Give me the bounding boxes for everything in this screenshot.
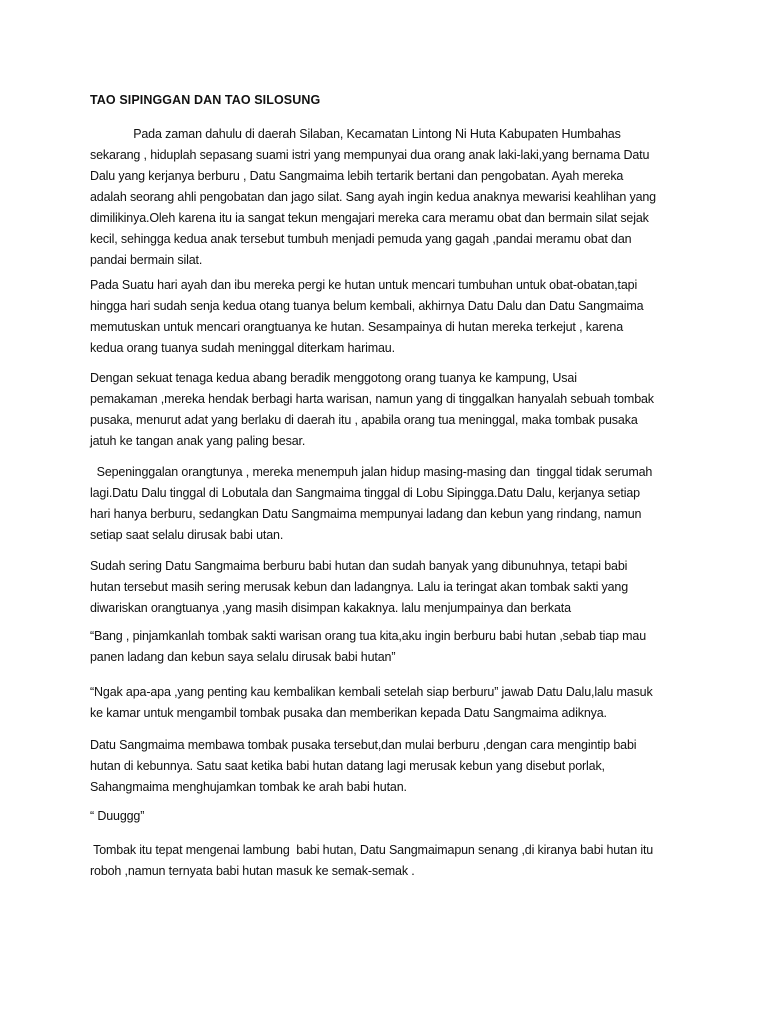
paragraph-line: Dengan sekuat tenaga kedua abang beradik menggotong orang tuanya ke kampung, Usai (90, 371, 577, 385)
paragraph-line: Sepeninggalan orangtunya , mereka menempuh jalan hidup masing-masing dan tinggal tidak serumah (90, 465, 653, 479)
paragraph-line: ke kamar untuk mengambil tombak pusaka dan memberikan kepada Datu Sangmaima adiknya. (90, 706, 607, 720)
paragraph-line: Sahangmaima menghujamkan tombak ke arah babi hutan. (90, 780, 407, 794)
paragraph-10 (90, 840, 690, 882)
paragraph-8 (90, 735, 690, 798)
paragraph-line: lagi.Datu Dalu tinggal di Lobutala dan Sangmaima tinggal di Lobu Sipingga.Datu Dalu, kerjanya setiap (90, 486, 640, 500)
paragraph-3 (90, 368, 690, 452)
paragraph-line: “Ngak apa-apa ,yang penting kau kembalikan kembali setelah siap berburu” jawab Datu Dalu,lalu masuk (90, 685, 653, 699)
paragraph-5 (90, 556, 690, 619)
paragraph-9 (90, 806, 690, 827)
paragraph-7 (90, 682, 690, 724)
paragraph-line: Pada zaman dahulu di daerah Silaban, Kecamatan Lintong Ni Huta Kabupaten Humbahas (90, 127, 621, 141)
paragraph-line: kedua orang tuanya sudah meninggal diterkam harimau. (90, 341, 395, 355)
paragraph-line: kecil, sehingga kedua anak tersebut tumbuh menjadi pemuda yang gagah ,pandai meramu obat dan (90, 232, 632, 246)
paragraph-line: diwariskan orangtuanya ,yang masih disimpan kakaknya. lalu menjumpainya dan berkata (90, 601, 571, 615)
paragraph-line: Sudah sering Datu Sangmaima berburu babi hutan dan sudah banyak yang dibunuhnya, tetapi babi (90, 559, 628, 573)
paragraph-line: memutuskan untuk mencari orangtuanya ke hutan. Sesampainya di hutan mereka terkejut , karena (90, 320, 624, 334)
paragraph-4 (90, 462, 690, 546)
paragraph-line: Pada Suatu hari ayah dan ibu mereka pergi ke hutan untuk mencari tumbuhan untuk obat-obatan,tapi (90, 278, 638, 292)
paragraph-line: hingga hari sudah senja kedua otang tuanya belum kembali, akhirnya Datu Dalu dan Datu Sangmaima (90, 299, 644, 313)
paragraph-line: Datu Sangmaima membawa tombak pusaka tersebut,dan mulai berburu ,dengan cara mengintip babi (90, 738, 637, 752)
paragraph-line: dimilikinya.Oleh karena itu ia sangat tekun mengajari mereka cara meramu obat dan bermain silat sejak (90, 211, 649, 225)
paragraph-line: sekarang , hiduplah sepasang suami istri yang mempunyai dua orang anak laki-laki,yang bernama Datu (90, 148, 650, 162)
paragraph-line: pemakaman ,mereka hendak berbagi harta warisan, namun yang di tinggalkan hanyalah sebuah tombak (90, 392, 654, 406)
paragraph-line: Dalu yang kerjanya berburu , Datu Sangmaima lebih tertarik bertani dan pengobatan. Ayah mereka (90, 169, 624, 183)
paragraph-line: “Bang , pinjamkanlah tombak sakti warisan orang tua kita,aku ingin berburu babi hutan ,sebab tiap mau (90, 629, 647, 643)
paragraph-1 (90, 124, 690, 271)
paragraph-line: hutan tersebut masih sering merusak kebun dan ladangnya. Lalu ia teringat akan tombak sakti yang (90, 580, 629, 594)
paragraph-line: Tombak itu tepat mengenai lambung babi hutan, Datu Sangmaimapun senang ,di kiranya babi hutan itu (90, 843, 654, 857)
paragraph-line: adalah seorang ahli pengobatan dan jago silat. Sang ayah ingin kedua anaknya mewarisi keahlihan yang (90, 190, 656, 204)
paragraph-6 (90, 626, 690, 668)
paragraph-line: pusaka, menurut adat yang berlaku di daerah itu , apabila orang tua meninggal, maka tombak pusaka (90, 413, 638, 427)
paragraph-line: jatuh ke tangan anak yang paling besar. (90, 434, 306, 448)
paragraph-line: roboh ,namun ternyata babi hutan masuk ke semak-semak . (90, 864, 415, 878)
paragraph-2 (90, 275, 690, 359)
paragraph-line: setiap saat selalu dirusak babi utan. (90, 528, 284, 542)
paragraph-line: hari hanya berburu, sedangkan Datu Sangmaima mempunyai ladang dan kebun yang rindang, namun (90, 507, 642, 521)
paragraph-line: “ Duuggg” (90, 809, 145, 823)
document-title: TAO SIPINGGAN DAN TAO SILOSUNG (90, 93, 321, 107)
paragraph-line: panen ladang dan kebun saya selalu dirusak babi hutan” (90, 650, 396, 664)
paragraph-line: hutan di kebunnya. Satu saat ketika babi hutan datang lagi merusak kebun yang disebut porlak, (90, 759, 605, 773)
paragraph-line: pandai bermain silat. (90, 253, 203, 267)
